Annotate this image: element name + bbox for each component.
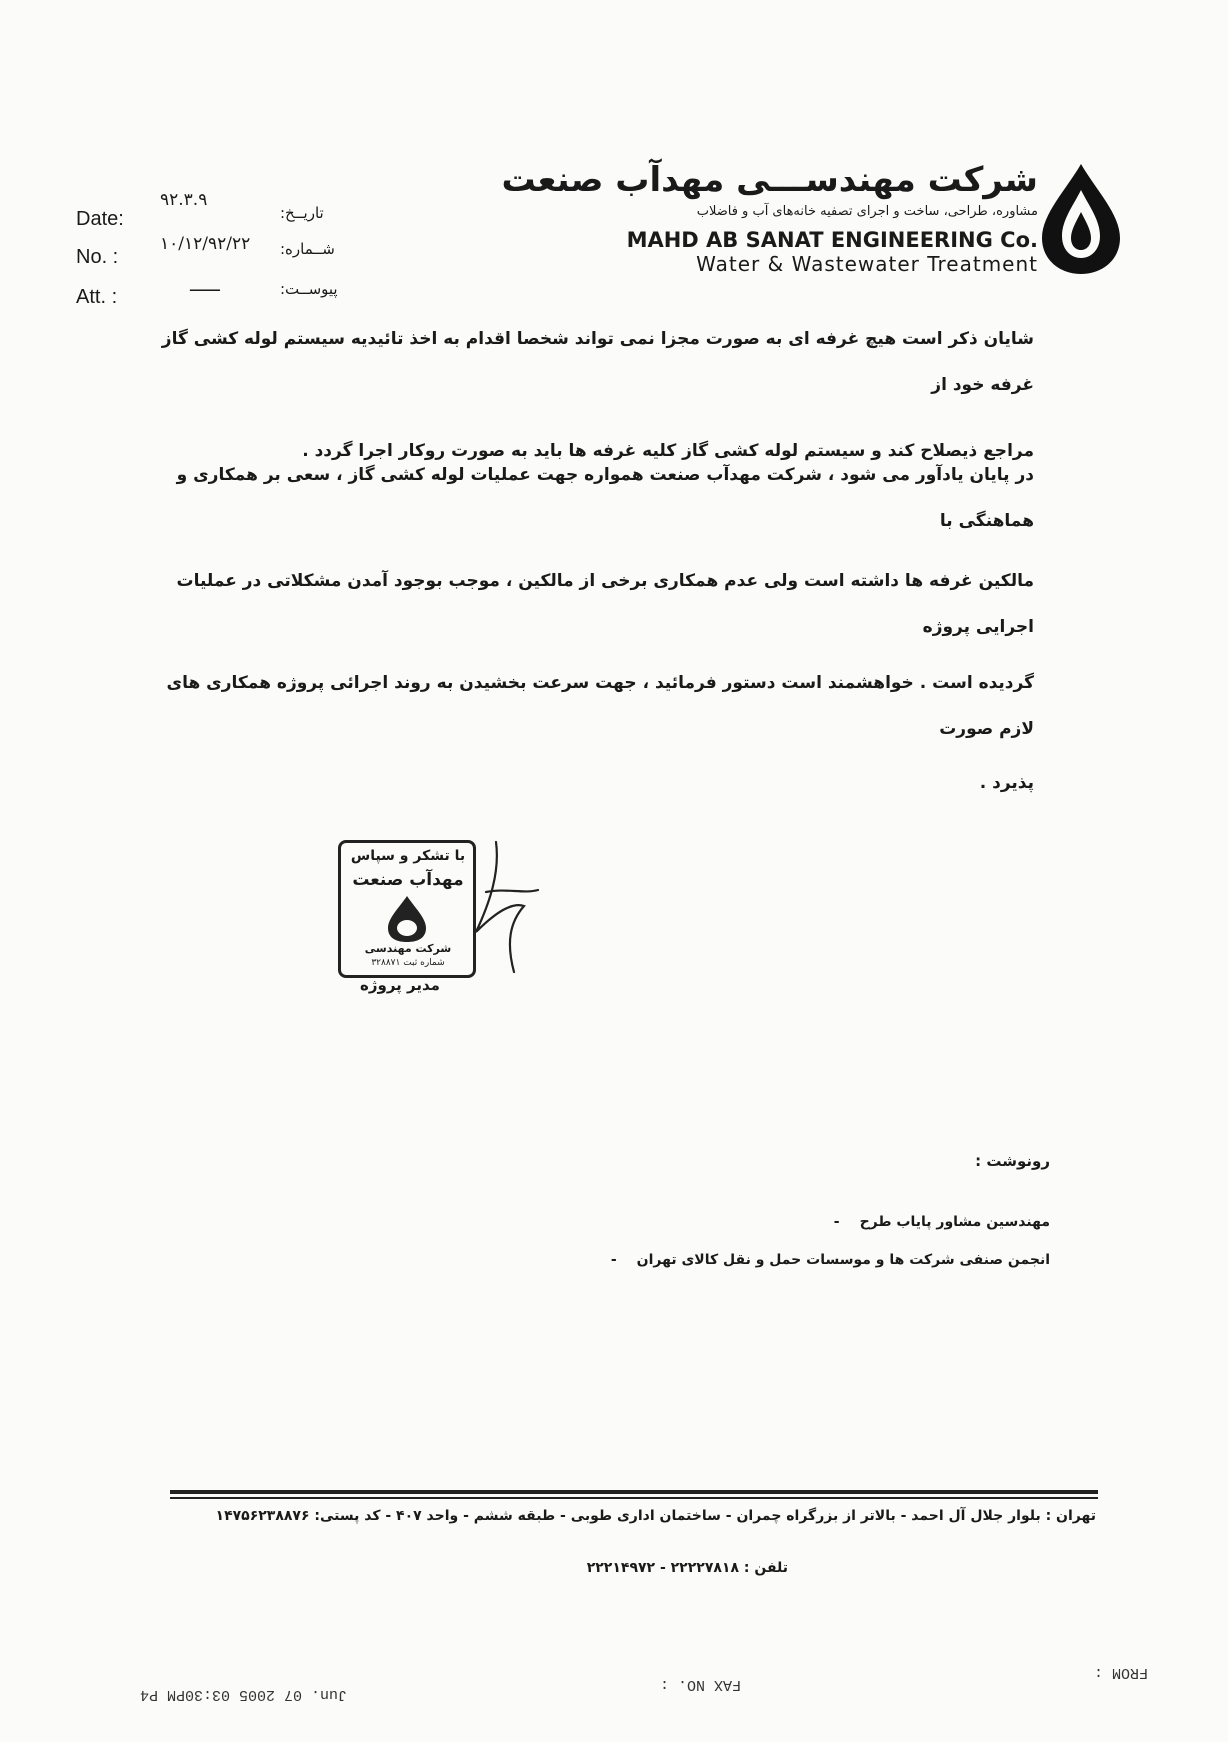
- cc-item-2: انجمن صنفی شرکت ها و موسسات حمل و نقل کالای تهران-: [610, 1252, 1050, 1268]
- company-stamp: [338, 840, 478, 980]
- stamp-title: مدیر پروژه: [360, 976, 440, 994]
- cc-label: رونوشت :: [975, 1152, 1050, 1170]
- fax-timestamp: Jun. 07 2005 03:30PM P4: [140, 1686, 348, 1703]
- signature-icon: [466, 832, 546, 982]
- number-label-fa: شــماره:: [280, 240, 335, 258]
- cc-item-1: مهندسین مشاور پایاب طرح-: [833, 1214, 1050, 1230]
- paragraph-2-line-2: مالکین غرفه ها داشته است ولی عدم همکاری برخی از مالکین ، موجب بوجود آمدن مشکلاتی در عملیات اجرایی پروژه: [176, 571, 1034, 637]
- fax-from: FROM :: [1093, 1664, 1148, 1681]
- water-drop-logo-icon: [1036, 160, 1126, 278]
- date-label: Date:: [76, 208, 124, 230]
- footer-rule: [170, 1490, 1098, 1494]
- number-value: ۱۰/۱۲/۹۲/۲۲: [160, 234, 251, 254]
- date-value: ۹۲.۳.۹: [160, 190, 208, 210]
- paragraph-1-line-1: شایان ذکر است هیچ غرفه ای به صورت مجزا نمی تواند شخصا اقدام به اخذ تائیدیه سیستم لوله کشی گاز غرفه خود از: [161, 329, 1034, 395]
- company-subtitle-en: Water & Wastewater Treatment: [696, 252, 1038, 276]
- paragraph-1: [138, 316, 1034, 474]
- attachment-label: Att. :: [76, 286, 118, 308]
- date-label-fa: تاریــخ:: [280, 204, 324, 222]
- stamp-drop-icon: [384, 894, 430, 944]
- paragraph-2: [138, 452, 1034, 806]
- attachment-value: ــــــ: [190, 276, 220, 296]
- footer-phone: تلفن : ۲۲۲۲۷۸۱۸ - ۲۲۲۱۴۹۷۲: [586, 1560, 788, 1576]
- paragraph-1-line-2: مراجع ذیصلاح کند و سیستم لوله کشی گاز کلیه غرفه ها باید به صورت روکار اجرا گردد .: [302, 441, 1034, 461]
- paragraph-2-line-1: در پایان یادآور می شود ، شرکت مهدآب صنعت همواره جهت عملیات لوله کشی گاز ، سعی بر همکاری و هماهنگی با: [176, 465, 1034, 531]
- number-label: No. :: [76, 246, 119, 268]
- footer-address: تهران : بلوار جلال آل احمد - بالاتر از بزرگراه چمران - ساختمان اداری طوبی - طبقه ششم - واحد ۴۰۷ - کد پستی: ۱۴۷۵۶۲۳۸۸۷۶: [215, 1508, 1096, 1524]
- company-name-en: MAHD AB SANAT ENGINEERING Co.: [626, 228, 1038, 252]
- stamp-brand: مهدآب صنعت: [352, 870, 464, 890]
- stamp-registration: شماره ثبت ۳۲۸۸۷۱: [371, 958, 445, 968]
- paragraph-2-line-4: پذیرد .: [979, 773, 1034, 793]
- footer-rule-thin: [170, 1497, 1098, 1499]
- attachment-label-fa: پیوســت:: [280, 280, 338, 298]
- company-subtitle-fa: مشاوره، طراحی، ساخت و اجرای تصفیه خانه‌های آب و فاضلاب: [696, 204, 1038, 219]
- fax-number: FAX NO. :: [660, 1676, 742, 1693]
- paragraph-2-line-3: گردیده است . خواهشمند است دستور فرمائید ، جهت سرعت بخشیدن به روند اجرائی پروژه همکاری های لازم صورت: [166, 673, 1034, 739]
- stamp-subtitle: شرکت مهندسی: [364, 942, 452, 955]
- company-name-fa: شرکت مهندســـی مهدآب صنعت: [501, 160, 1038, 200]
- cc-item-2-text: انجمن صنفی شرکت ها و موسسات حمل و نقل کالای تهران: [636, 1252, 1050, 1268]
- cc-item-1-text: مهندسین مشاور پایاب طرح: [859, 1214, 1050, 1230]
- stamp-thanks: با تشکر و سپاس: [350, 848, 466, 864]
